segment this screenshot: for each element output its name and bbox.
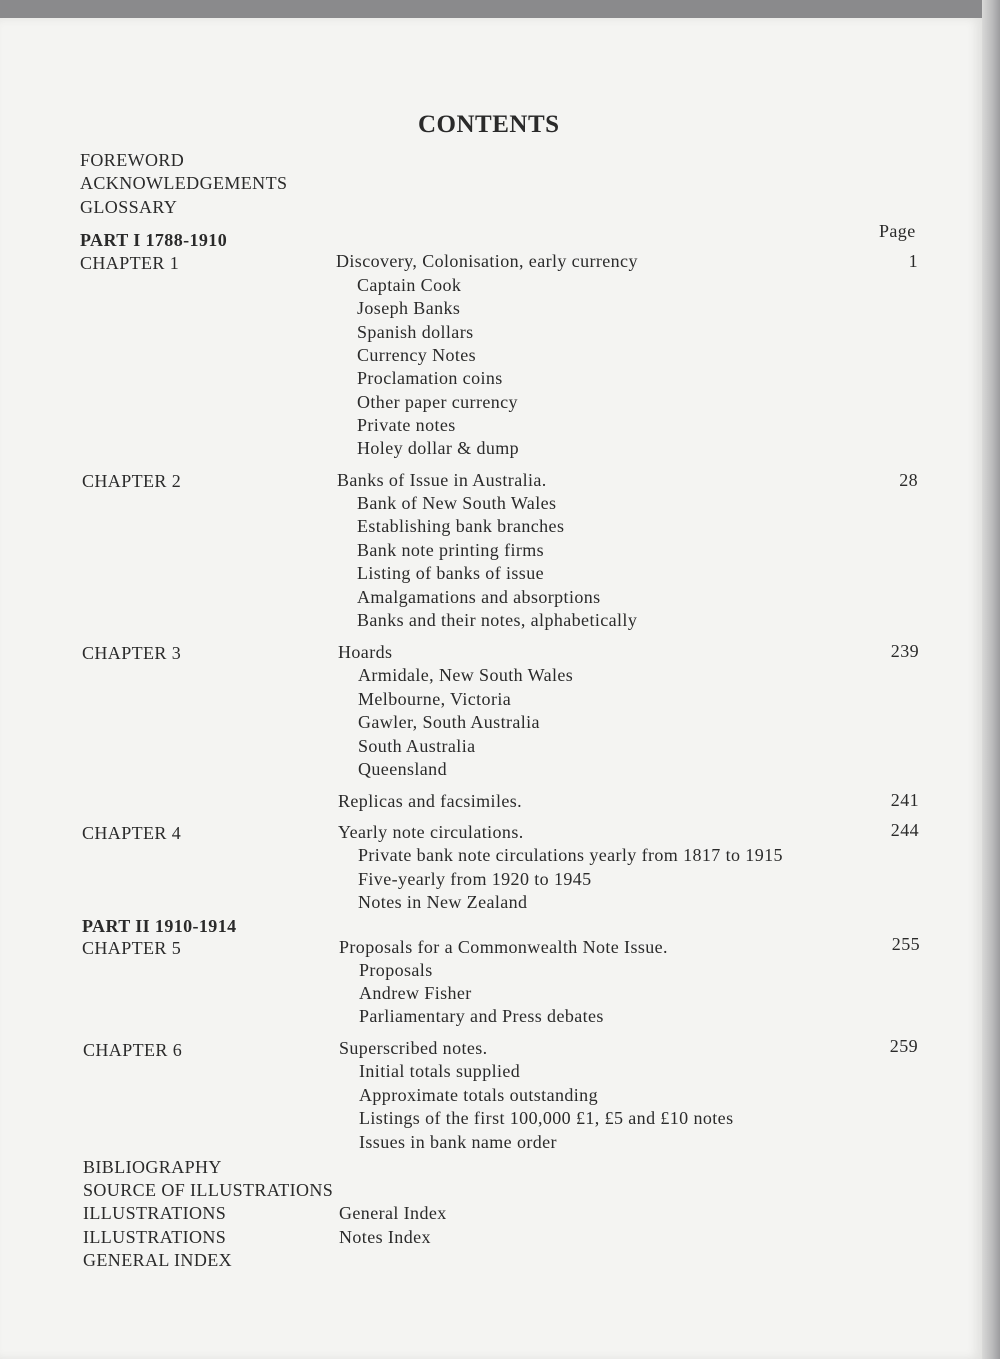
chapter-2-item: Amalgamations and absorptions: [357, 587, 601, 607]
chapter-6-item: Approximate totals outstanding: [359, 1085, 598, 1105]
chapter-1-item: Joseph Banks: [357, 298, 461, 318]
chapter-2-item: Bank of New South Wales: [357, 493, 557, 513]
chapter-1-item: Spanish dollars: [357, 322, 474, 342]
chapter-4-item: Five-yearly from 1920 to 1945: [358, 869, 592, 889]
chapter-3-item: Queensland: [358, 759, 447, 779]
chapter-2-item: Banks and their notes, alphabetically: [357, 610, 638, 630]
acknowledgements: ACKNOWLEDGEMENTS: [80, 173, 288, 193]
page-edge: [982, 0, 1000, 1359]
illustrations-2-sub: Notes Index: [339, 1227, 431, 1247]
chapter-6-page: 259: [889, 1036, 918, 1056]
chapter-5-item: Parliamentary and Press debates: [359, 1006, 604, 1026]
part-1-heading: PART I 1788-1910: [80, 230, 228, 250]
chapter-3-item: Armidale, New South Wales: [358, 665, 574, 685]
illustrations-2: ILLUSTRATIONS: [83, 1227, 227, 1247]
chapter-2-item: Establishing bank branches: [357, 516, 565, 536]
chapter-3-label: CHAPTER 3: [82, 643, 182, 663]
chapter-6-item: Listings of the first 100,000 £1, £5 and £10 notes: [359, 1108, 734, 1128]
page-column-label: Page: [879, 221, 916, 241]
chapter-2-item: Listing of banks of issue: [357, 563, 544, 583]
chapter-1-item: Other paper currency: [357, 392, 518, 412]
chapter-1-item: Captain Cook: [357, 275, 462, 295]
chapter-1-item: Private notes: [357, 415, 456, 435]
chapter-5-label: CHAPTER 5: [82, 938, 182, 958]
page-title: CONTENTS: [418, 111, 560, 138]
part-2-heading: PART II 1910-1914: [82, 916, 237, 936]
chapter-4-item: Private bank note circulations yearly from 1817 to 1915: [358, 845, 783, 865]
chapter-3-extra-title: Replicas and facsimiles.: [338, 791, 523, 811]
source-of-illustrations: SOURCE OF ILLUSTRATIONS: [83, 1180, 334, 1200]
chapter-2-label: CHAPTER 2: [82, 471, 182, 491]
chapter-1-label: CHAPTER 1: [80, 253, 180, 273]
chapter-5-item: Proposals: [359, 960, 433, 980]
chapter-1-item: Currency Notes: [357, 345, 477, 365]
chapter-3-title: Hoards: [338, 642, 393, 662]
chapter-1-item: Proclamation coins: [357, 368, 503, 388]
bibliography: BIBLIOGRAPHY: [83, 1157, 222, 1177]
chapter-1-page: 1: [908, 251, 918, 271]
chapter-2-page: 28: [899, 470, 918, 490]
chapter-1-title: Discovery, Colonisation, early currency: [336, 251, 638, 271]
chapter-2-title: Banks of Issue in Australia.: [337, 470, 547, 490]
chapter-6-label: CHAPTER 6: [83, 1040, 183, 1060]
chapter-6-title: Superscribed notes.: [339, 1038, 488, 1058]
chapter-4-item: Notes in New Zealand: [358, 892, 528, 912]
chapter-5-title: Proposals for a Commonwealth Note Issue.: [339, 937, 668, 957]
chapter-3-page: 239: [890, 641, 919, 661]
chapter-3-item: Gawler, South Australia: [358, 712, 540, 732]
foreword: FOREWORD: [80, 150, 185, 170]
chapter-6-item: Initial totals supplied: [359, 1061, 521, 1081]
chapter-5-item: Andrew Fisher: [359, 983, 472, 1003]
chapter-3-item: South Australia: [358, 736, 476, 756]
chapter-6-item: Issues in bank name order: [359, 1132, 557, 1152]
illustrations-1: ILLUSTRATIONS: [83, 1203, 227, 1223]
book-page: [0, 18, 982, 1359]
chapter-5-page: 255: [891, 934, 920, 954]
general-index: GENERAL INDEX: [83, 1250, 233, 1270]
chapter-3-item: Melbourne, Victoria: [358, 689, 512, 709]
chapter-4-title: Yearly note circulations.: [338, 822, 524, 842]
chapter-4-page: 244: [890, 820, 919, 840]
chapter-4-label: CHAPTER 4: [82, 823, 182, 843]
chapter-2-item: Bank note printing firms: [357, 540, 545, 560]
chapter-3-extra-page: 241: [890, 790, 919, 810]
illustrations-1-sub: General Index: [339, 1203, 447, 1223]
glossary: GLOSSARY: [80, 197, 178, 217]
chapter-1-item: Holey dollar & dump: [357, 438, 520, 458]
